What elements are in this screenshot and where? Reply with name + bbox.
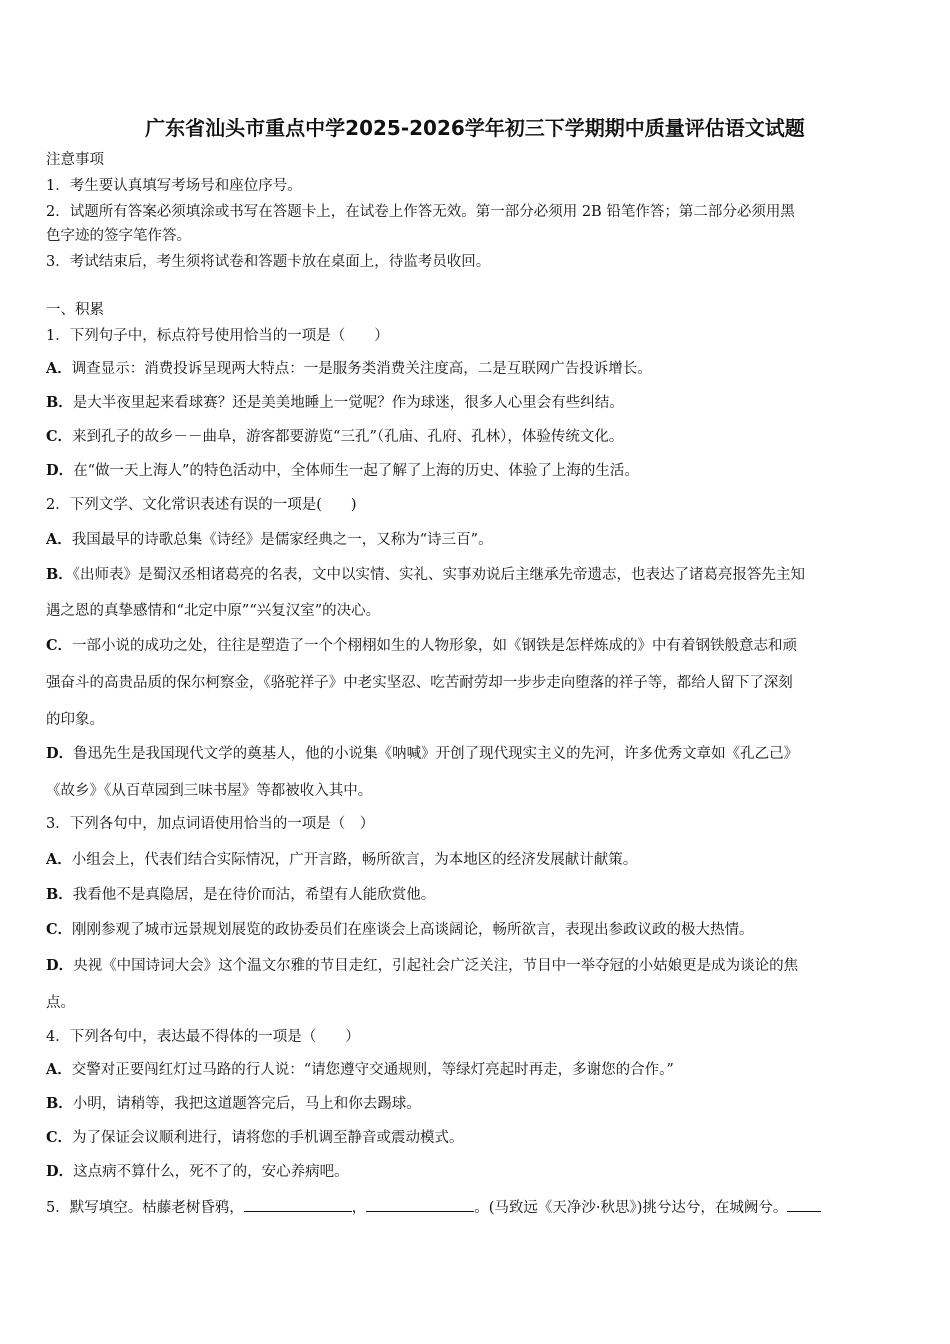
answer-blank[interactable] — [787, 1197, 821, 1212]
option-label: D． — [46, 745, 74, 762]
option-text: 交警对正要闯红灯过马路的行人说：“请您遵守交通规则，等绿灯亮起时再走，多谢您的合作。” — [71, 1062, 674, 1078]
option-text: 是大半夜里起来看球赛？还是美美地睡上一觉呢？作为球迷，很多人心里会有些纠结。 — [72, 395, 624, 411]
option-label: B． — [46, 394, 73, 411]
exam-title: 广东省汕头市重点中学2025-2026学年初三下学期期中质量评估语文试题 — [145, 116, 805, 140]
option-row — [46, 1060, 910, 1080]
option-label: A． — [46, 1061, 72, 1078]
option-label: A． — [46, 851, 72, 868]
notice-item: 3．考试结束后，考生须将试卷和答题卡放在桌面上，待监考员收回。 — [46, 254, 491, 270]
option-row — [46, 427, 910, 447]
question-fill-blank — [46, 1197, 910, 1218]
option-text: 这点病不算什么，死不了的，安心养病吧。 — [73, 1164, 349, 1180]
option-label: B． — [46, 1095, 73, 1112]
option-label: B． — [46, 566, 73, 583]
option-row — [46, 850, 910, 870]
question-stem: 1．下列句子中，标点符号使用恰当的一项是（ ） — [46, 328, 389, 344]
option-text: 我国最早的诗歌总集《诗经》是儒家经典之一，又称为“诗三百”。 — [71, 532, 493, 548]
notice-item: 1．考生要认真填写考场号和座位序号。 — [46, 178, 302, 194]
option-label: C． — [46, 1129, 73, 1146]
option-text: 在“做一天上海人”的特色活动中，全体师生一起了解了上海的历史、体验了上海的生活。 — [73, 463, 639, 479]
option-row — [46, 461, 910, 481]
question-stem: 3．下列各句中，加点词语使用恰当的一项是（ ） — [46, 816, 375, 832]
notice-item: 2．试题所有答案必须填涂或书写在答题卡上，在试卷上作答无效。第一部分必须用 2B 铅笔作答；第二部分必须用黑 — [46, 204, 795, 220]
question-mid: 。(马致远《天净沙·秋思》)挑兮达兮，在城阙兮。 — [474, 1200, 788, 1216]
option-row — [46, 1094, 910, 1114]
answer-blank[interactable] — [366, 1197, 474, 1212]
option-text: 一部小说的成功之处，往往是塑造了一个个栩栩如生的人物形象，如《钢铁是怎样炼成的》中有着钢铁般意志和顽 — [72, 638, 798, 654]
option-text: 鲁迅先生是我国现代文学的奠基人，他的小说集《呐喊》开创了现代现实主义的先河，许多优秀文章如《孔乙己》 — [73, 746, 799, 762]
option-row — [46, 1128, 910, 1148]
option-continuation: 的印象。 — [46, 712, 104, 728]
option-continuation: 点。 — [46, 995, 75, 1011]
question-stem: 2．下列文学、文化常识表述有误的一项是( ) — [46, 497, 357, 513]
option-text: 小组会上，代表们结合实际情况，广开言路，畅所欲言，为本地区的经济发展献计献策。 — [71, 852, 638, 868]
answer-blank[interactable] — [244, 1197, 352, 1212]
option-label: D． — [46, 1163, 74, 1180]
blank-separator: ， — [351, 1200, 367, 1216]
question-lead: 默写填空。枯藤老树昏鸦， — [69, 1200, 244, 1216]
option-row — [46, 920, 910, 940]
option-continuation: 遇之恩的真挚感情和“北定中原”“兴复汉室”的决心。 — [46, 603, 381, 619]
option-text: 来到孔子的故乡－－曲阜，游客都要游览“三孔”（孔庙、孔府、孔林），体验传统文化。 — [72, 429, 624, 445]
option-text: 我看他不是真隐居，是在待价而沽，希望有人能欣赏他。 — [72, 887, 436, 903]
option-label: A． — [46, 360, 72, 377]
option-row — [46, 359, 910, 379]
option-continuation: 强奋斗的高贵品质的保尔柯察金，《骆驼祥子》中老实坚忍、吃苦耐劳却一步步走向堕落的祥子等，都给人留下了深刻 — [46, 675, 793, 691]
option-row — [46, 565, 910, 585]
option-label: A． — [46, 531, 72, 548]
option-label: D． — [46, 957, 74, 974]
option-label: B． — [46, 886, 73, 903]
notice-item: 色字迹的签字笔作答。 — [46, 228, 191, 244]
option-row — [46, 530, 910, 550]
option-row — [46, 1162, 910, 1182]
option-label: C． — [46, 921, 73, 938]
option-continuation: 《故乡》《从百草园到三味书屋》等都被收入其中。 — [46, 783, 373, 799]
option-text: 调查显示：消费投诉呈现两大特点：一是服务类消费关注度高，二是互联网广告投诉增长。 — [71, 361, 652, 377]
question-number: 5． — [46, 1200, 70, 1216]
option-row — [46, 885, 910, 905]
option-text: 小明，请稍等，我把这道题答完后，马上和你去踢球。 — [72, 1096, 421, 1112]
option-text: 刚刚参观了城市远景规划展览的政协委员们在座谈会上高谈阔论，畅所欲言，表现出参政议政的极大热情。 — [72, 922, 754, 938]
question-stem: 4．下列各句中，表达最不得体的一项是（ ） — [46, 1029, 360, 1045]
option-row — [46, 956, 910, 976]
option-text: 为了保证会议顺利进行，请将您的手机调至静音或震动模式。 — [72, 1130, 464, 1146]
notice-heading: 注意事项 — [46, 152, 104, 168]
option-text: 《出师表》是蜀汉丞相诸葛亮的名表，文中以实情、实礼、实事劝说后主继承先帝遗志，也表达了诸葛亮报答先主知 — [72, 567, 806, 583]
option-row — [46, 744, 910, 764]
option-text: 央视《中国诗词大会》这个温文尔雅的节目走红，引起社会广泛关注，节目中一举夺冠的小姑娘更是成为谈论的焦 — [73, 958, 799, 974]
option-label: C． — [46, 637, 73, 654]
option-row — [46, 636, 910, 656]
section-heading: 一、积累 — [46, 302, 104, 318]
option-label: C． — [46, 428, 73, 445]
option-label: D． — [46, 462, 74, 479]
option-row — [46, 393, 910, 413]
